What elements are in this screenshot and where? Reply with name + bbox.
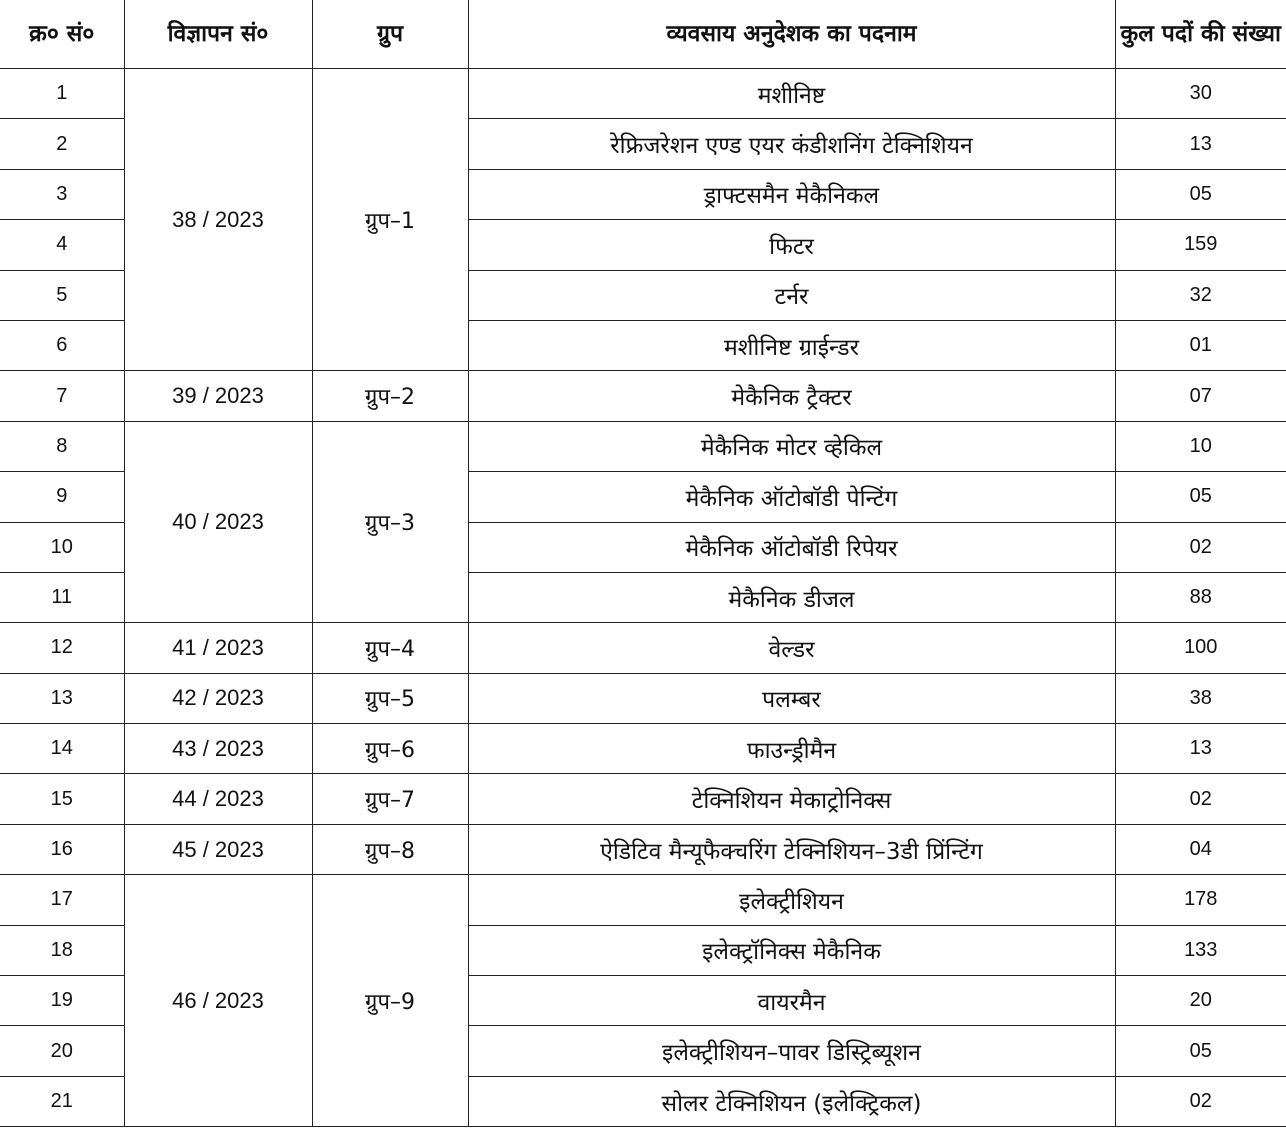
total-posts-cell: 30 xyxy=(1115,69,1286,119)
trade-designation-cell: इलेक्ट्रीशियन–पावर डिस्ट्रिब्यूशन xyxy=(468,1026,1115,1076)
trade-designation-cell: सोलर टेक्निशियन (इलेक्ट्रिकल) xyxy=(468,1076,1115,1126)
total-posts-cell: 178 xyxy=(1115,875,1286,925)
trade-designation-cell: फाउन्ड्रीमैन xyxy=(468,724,1115,774)
serial-number-cell: 13 xyxy=(0,673,124,723)
trade-designation-cell: ड्राफ्टसमैन मेकैनिकल xyxy=(468,169,1115,219)
table-body xyxy=(0,69,1286,1127)
total-posts-cell: 20 xyxy=(1115,976,1286,1026)
table-row xyxy=(0,623,1286,673)
serial-number-cell: 16 xyxy=(0,824,124,874)
group-cell: ग्रुप–1 xyxy=(312,69,468,371)
trade-designation-cell: पलम्बर xyxy=(468,673,1115,723)
serial-number-cell: 1 xyxy=(0,69,124,119)
total-posts-cell: 02 xyxy=(1115,774,1286,824)
trade-designation-cell: मशीनिष्ट ग्राईन्डर xyxy=(468,320,1115,370)
advertisement-number-cell: 39 / 2023 xyxy=(124,371,312,421)
serial-number-cell: 15 xyxy=(0,774,124,824)
total-posts-cell: 32 xyxy=(1115,270,1286,320)
advertisement-number-cell: 44 / 2023 xyxy=(124,774,312,824)
total-posts-cell: 05 xyxy=(1115,472,1286,522)
group-cell: ग्रुप–7 xyxy=(312,774,468,824)
trade-designation-cell: टेक्निशियन मेकाट्रोनिक्स xyxy=(468,774,1115,824)
total-posts-cell: 05 xyxy=(1115,169,1286,219)
group-cell: ग्रुप–2 xyxy=(312,371,468,421)
header-trade-designation: व्यवसाय अनुदेशक का पदनाम xyxy=(468,0,1115,69)
serial-number-cell: 14 xyxy=(0,724,124,774)
total-posts-cell: 04 xyxy=(1115,824,1286,874)
advertisement-number-cell: 41 / 2023 xyxy=(124,623,312,673)
trade-designation-cell: मेकैनिक डीजल xyxy=(468,572,1115,622)
header-serial: क्र० सं० xyxy=(0,0,124,69)
total-posts-cell: 05 xyxy=(1115,1026,1286,1076)
group-cell: ग्रुप–8 xyxy=(312,824,468,874)
group-cell: ग्रुप–3 xyxy=(312,421,468,623)
total-posts-cell: 10 xyxy=(1115,421,1286,471)
group-cell: ग्रुप–6 xyxy=(312,724,468,774)
serial-number-cell: 11 xyxy=(0,572,124,622)
serial-number-cell: 18 xyxy=(0,925,124,975)
total-posts-cell: 13 xyxy=(1115,724,1286,774)
serial-number-cell: 8 xyxy=(0,421,124,471)
total-posts-cell: 07 xyxy=(1115,371,1286,421)
total-posts-cell: 02 xyxy=(1115,522,1286,572)
advertisement-number-cell: 45 / 2023 xyxy=(124,824,312,874)
serial-number-cell: 17 xyxy=(0,875,124,925)
total-posts-cell: 133 xyxy=(1115,925,1286,975)
group-cell: ग्रुप–4 xyxy=(312,623,468,673)
table-row xyxy=(0,824,1286,874)
table-row xyxy=(0,69,1286,119)
trade-designation-cell: मेकैनिक ऑटोबॉडी रिपेयर xyxy=(468,522,1115,572)
serial-number-cell: 5 xyxy=(0,270,124,320)
advertisement-number-cell: 43 / 2023 xyxy=(124,724,312,774)
total-posts-cell: 38 xyxy=(1115,673,1286,723)
trade-designation-cell: वेल्डर xyxy=(468,623,1115,673)
total-posts-cell: 02 xyxy=(1115,1076,1286,1126)
serial-number-cell: 12 xyxy=(0,623,124,673)
header-group: ग्रुप xyxy=(312,0,468,69)
table-row xyxy=(0,421,1286,471)
header-total-posts: कुल पदों की संख्या xyxy=(1115,0,1286,69)
total-posts-cell: 13 xyxy=(1115,119,1286,169)
advertisement-number-cell: 42 / 2023 xyxy=(124,673,312,723)
trade-designation-cell: मशीनिष्ट xyxy=(468,69,1115,119)
table-row xyxy=(0,774,1286,824)
table-row xyxy=(0,673,1286,723)
serial-number-cell: 2 xyxy=(0,119,124,169)
serial-number-cell: 20 xyxy=(0,1026,124,1076)
header-advt-no: विज्ञापन सं० xyxy=(124,0,312,69)
advertisement-number-cell: 46 / 2023 xyxy=(124,875,312,1127)
header-row xyxy=(0,0,1286,69)
total-posts-cell: 100 xyxy=(1115,623,1286,673)
serial-number-cell: 4 xyxy=(0,220,124,270)
table-row xyxy=(0,875,1286,925)
serial-number-cell: 3 xyxy=(0,169,124,219)
advertisement-number-cell: 40 / 2023 xyxy=(124,421,312,623)
trade-designation-cell: मेकैनिक मोटर व्हेकिल xyxy=(468,421,1115,471)
advertisement-number-cell: 38 / 2023 xyxy=(124,69,312,371)
table-row xyxy=(0,371,1286,421)
serial-number-cell: 7 xyxy=(0,371,124,421)
serial-number-cell: 19 xyxy=(0,976,124,1026)
total-posts-cell: 88 xyxy=(1115,572,1286,622)
serial-number-cell: 9 xyxy=(0,472,124,522)
serial-number-cell: 21 xyxy=(0,1076,124,1126)
trade-designation-cell: वायरमैन xyxy=(468,976,1115,1026)
trade-designation-cell: टर्नर xyxy=(468,270,1115,320)
trade-designation-cell: मेकैनिक ट्रैक्टर xyxy=(468,371,1115,421)
trade-designation-cell: ऐडिटिव मैन्यूफैक्चरिंग टेक्निशियन–3डी प्रिंन्टिंग xyxy=(468,824,1115,874)
group-cell: ग्रुप–9 xyxy=(312,875,468,1127)
serial-number-cell: 10 xyxy=(0,522,124,572)
trade-designation-cell: इलेक्ट्रीशियन xyxy=(468,875,1115,925)
total-posts-cell: 159 xyxy=(1115,220,1286,270)
table-row xyxy=(0,724,1286,774)
group-cell: ग्रुप–5 xyxy=(312,673,468,723)
trade-designation-cell: रेफ्रिजरेशन एण्ड एयर कंडीशनिंग टेक्निशियन xyxy=(468,119,1115,169)
serial-number-cell: 6 xyxy=(0,320,124,370)
trade-designation-cell: इलेक्ट्रॉनिक्स मेकैनिक xyxy=(468,925,1115,975)
trade-designation-cell: फिटर xyxy=(468,220,1115,270)
trade-designation-cell: मेकैनिक ऑटोबॉडी पेन्टिंग xyxy=(468,472,1115,522)
total-posts-cell: 01 xyxy=(1115,320,1286,370)
